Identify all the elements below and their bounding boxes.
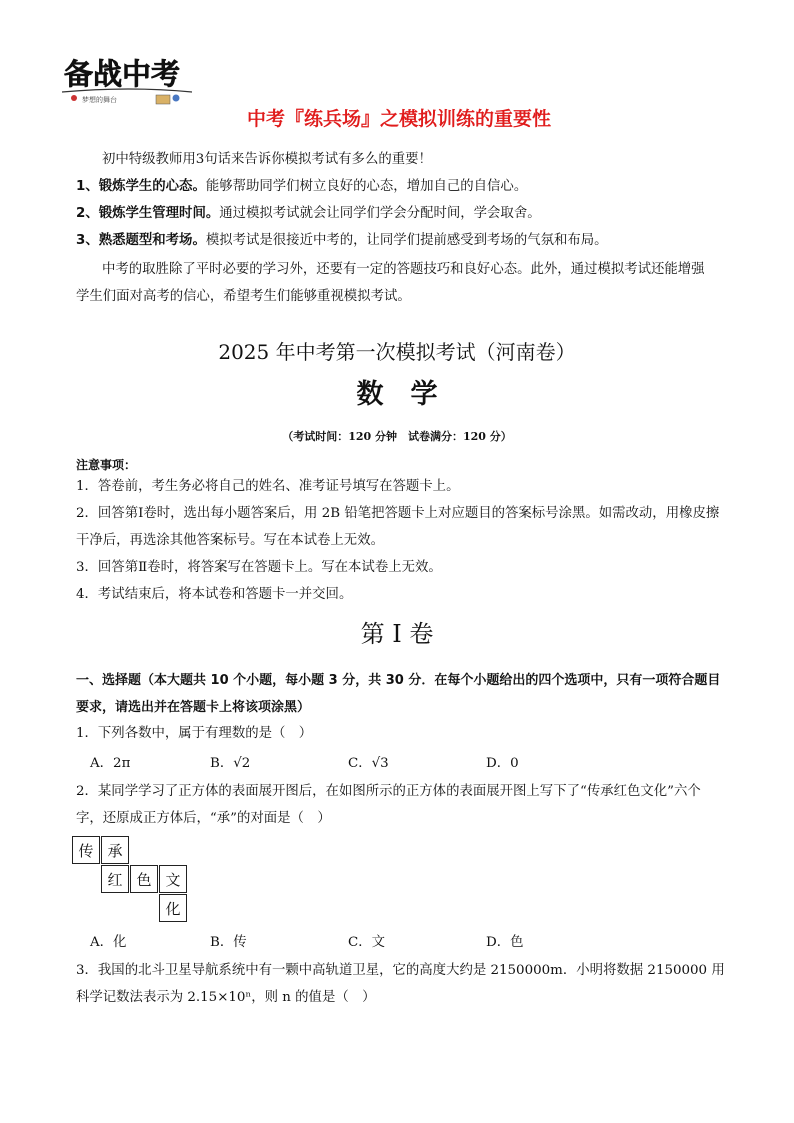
q1-option-a: A．2π bbox=[90, 756, 131, 771]
note-item-2: 2．回答第Ⅰ卷时，选出每小题答案后，用 2B 铅笔把答题卡上对应题目的答案标号涂黑。如需改动，用橡皮擦干净后，再选涂其他答案标号。写在本试卷上无效。 bbox=[76, 506, 720, 548]
q1-option-d: D．0 bbox=[486, 756, 519, 771]
q2-option-c: C．文 bbox=[348, 935, 386, 950]
intro-point-3: 3、熟悉题型和考场。模拟考试是很接近中考的，让同学们提前感受到考场的气氛和布局。 bbox=[76, 233, 608, 248]
q2-option-d: D．色 bbox=[486, 935, 524, 950]
notes-heading: 注意事项： bbox=[76, 458, 137, 472]
logo-tagline: 梦想的舞台 bbox=[82, 96, 117, 104]
q2-option-a: A．化 bbox=[90, 935, 127, 950]
q1-option-b: B．√2 bbox=[210, 756, 251, 771]
net-cell: 文 bbox=[159, 865, 187, 893]
net-cell: 色 bbox=[130, 865, 158, 893]
subject-title: 数 学 bbox=[356, 379, 438, 410]
q2-option-b: B．传 bbox=[210, 935, 247, 950]
note-item-4: 4．考试结束后，将本试卷和答题卡一并交回。 bbox=[76, 587, 353, 602]
volume-title: 第 I 卷 bbox=[360, 620, 434, 648]
logo bbox=[60, 52, 200, 108]
q2-stem: 2．某同学学习了正方体的表面展开图后，在如图所示的正方体的表面展开图上写下了“传承红色文化”六个字，还原成正方体后，“承”的对面是（ ） bbox=[76, 784, 701, 826]
q1-option-c: C．√3 bbox=[348, 756, 389, 771]
intro-lead: 初中特级教师用3句话来告诉你模拟考试有多么的重要！ bbox=[102, 152, 432, 167]
note-item-3: 3．回答第Ⅱ卷时，将答案写在答题卡上。写在本试卷上无效。 bbox=[76, 560, 442, 575]
intro-point-1: 1、锻炼学生的心态。能够帮助同学们树立良好的心态，增加自己的自信心。 bbox=[76, 179, 528, 194]
net-cell: 承 bbox=[101, 836, 129, 864]
q3-stem: 3．我国的北斗卫星导航系统中有一颗中高轨道卫星，它的高度大约是 2150000m．小明将数据 2150000 用科学记数法表示为 2.15×10ⁿ，则 n 的值是（ ） bbox=[76, 963, 725, 1005]
promo-title: 中考『练兵场』之模拟训练的重要性 bbox=[246, 108, 551, 130]
exam-info: （考试时间：120 分钟 试卷满分：120 分） bbox=[282, 430, 512, 443]
net-cell: 传 bbox=[72, 836, 100, 864]
logo-text: 备战中考 bbox=[64, 57, 181, 91]
net-cell: 红 bbox=[101, 865, 129, 893]
intro-point-2: 2、锻炼学生管理时间。通过模拟考试就会让同学们学会分配时间，学会取舍。 bbox=[76, 206, 541, 221]
section-heading: 一、选择题（本大题共 10 个小题，每小题 3 分，共 30 分．在每个小题给出的四个选项中，只有一项符合题目要求，请选出并在答题卡上将该项涂黑） bbox=[76, 673, 721, 715]
logo-graphic bbox=[60, 52, 200, 108]
intro-closing: 中考的取胜除了平时必要的学习外，还要有一定的答题技巧和良好心态。此外，通过模拟考试还能增强学生们面对高考的信心，希望考生们能够重视模拟考试。 bbox=[76, 262, 705, 304]
exam-title: 2025 年中考第一次模拟考试（河南卷） bbox=[218, 340, 576, 364]
q1-stem: 1．下列各数中，属于有理数的是（ ） bbox=[76, 726, 313, 741]
net-cell: 化 bbox=[159, 894, 187, 922]
note-item-1: 1．答卷前，考生务必将自己的姓名、准考证号填写在答题卡上。 bbox=[76, 479, 460, 494]
